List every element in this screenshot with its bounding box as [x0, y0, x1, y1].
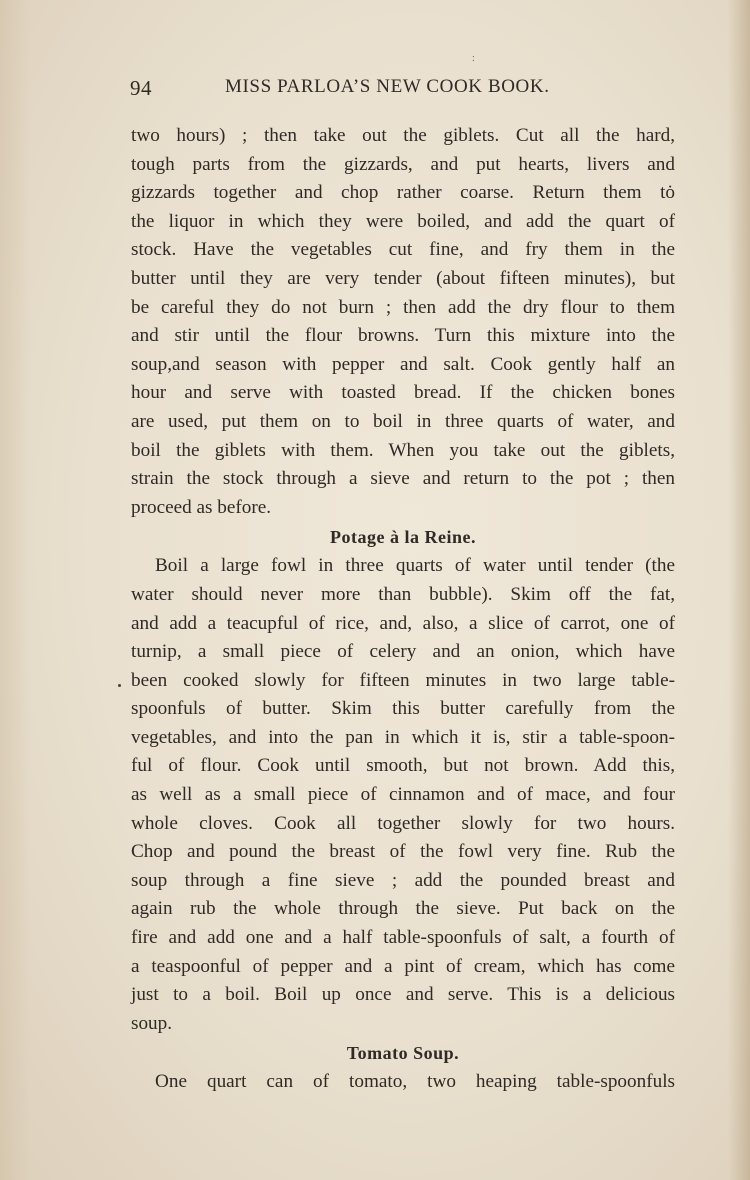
- text-line: been cooked slowly for fifteen minutes in two large table-: [131, 669, 675, 691]
- text-line: hour and serve with toasted bread. If the chicken bones: [131, 382, 675, 404]
- text-line: One quart can of tomato, two heaping table-spoonfuls: [155, 1071, 675, 1093]
- text-line: Boil a large fowl in three quarts of water until tender (the: [155, 555, 675, 577]
- text-line: fire and add one and a half table-spoonfuls of salt, a fourth of: [131, 927, 675, 949]
- recipe-heading-tomato-soup: Tomato Soup.: [346, 1043, 460, 1064]
- text-line: tough parts from the gizzards, and put hearts, livers and: [131, 153, 675, 175]
- text-line: just to a boil. Boil up once and serve. This is a delicious: [131, 984, 675, 1006]
- page-header: [130, 72, 675, 102]
- page-number: 94: [130, 76, 152, 100]
- text-line: vegetables, and into the pan in which it is, stir a table-spoon-: [131, 726, 675, 748]
- text-line: soup.: [131, 1012, 173, 1034]
- text-line: two hours) ; then take out the giblets. Cut all the hard,: [131, 125, 675, 146]
- text-line: gizzards together and chop rather coarse. Return them tȯ: [131, 182, 675, 204]
- text-line: and stir until the flour browns. Turn this mixture into the: [131, 325, 675, 347]
- text-line: be careful they do not burn ; then add the dry flour to them: [131, 296, 675, 318]
- text-line: the liquor in which they were boiled, and add the quart of: [131, 210, 675, 232]
- page-right-shading: [728, 0, 750, 1180]
- text-line: whole cloves. Cook all together slowly for two hours.: [131, 812, 675, 834]
- text-line: butter until they are very tender (about fifteen minutes), but: [131, 267, 675, 289]
- text-line: water should never more than bubble). Skim off the fat,: [131, 583, 675, 605]
- recipe-heading-potage-a-la-reine: Potage à la Reine.: [330, 527, 476, 548]
- page-body: [131, 122, 675, 1097]
- text-line: a teaspoonful of pepper and a pint of cream, which has come: [131, 955, 675, 977]
- text-line: boil the giblets with them. When you take out the giblets,: [131, 439, 675, 461]
- text-line: soup,and season with pepper and salt. Cook gently half an: [131, 353, 675, 375]
- ink-speck-margin: [118, 684, 121, 687]
- paragraph-tomato-soup: [131, 1068, 675, 1097]
- text-line: again rub the whole through the sieve. Put back on the: [131, 898, 675, 920]
- text-line: soup through a fine sieve ; add the pounded breast and: [131, 869, 675, 891]
- page-left-shading: [0, 0, 30, 1180]
- running-head: MISS PARLOA’S NEW COOK BOOK.: [225, 76, 550, 97]
- paragraph-chicken-soup-continued: [131, 122, 675, 522]
- text-line: turnip, a small piece of celery and an onion, which have: [131, 641, 675, 663]
- text-line: and add a teacupful of rice, and, also, a slice of carrot, one of: [131, 612, 675, 634]
- text-line: ful of flour. Cook until smooth, but not brown. Add this,: [131, 755, 675, 777]
- text-line: Chop and pound the breast of the fowl very fine. Rub the: [131, 841, 675, 863]
- ink-speck-top: :: [472, 53, 475, 64]
- text-line: stock. Have the vegetables cut fine, and fry them in the: [131, 239, 675, 261]
- paragraph-potage-a-la-reine: [131, 552, 675, 1038]
- text-line: as well as a small piece of cinnamon and of mace, and four: [131, 784, 675, 806]
- text-line: are used, put them on to boil in three quarts of water, and: [131, 410, 675, 432]
- text-line: spoonfuls of butter. Skim this butter carefully from the: [131, 698, 675, 720]
- text-line: proceed as before.: [131, 496, 272, 518]
- text-line: strain the stock through a sieve and return to the pot ; then: [131, 468, 675, 490]
